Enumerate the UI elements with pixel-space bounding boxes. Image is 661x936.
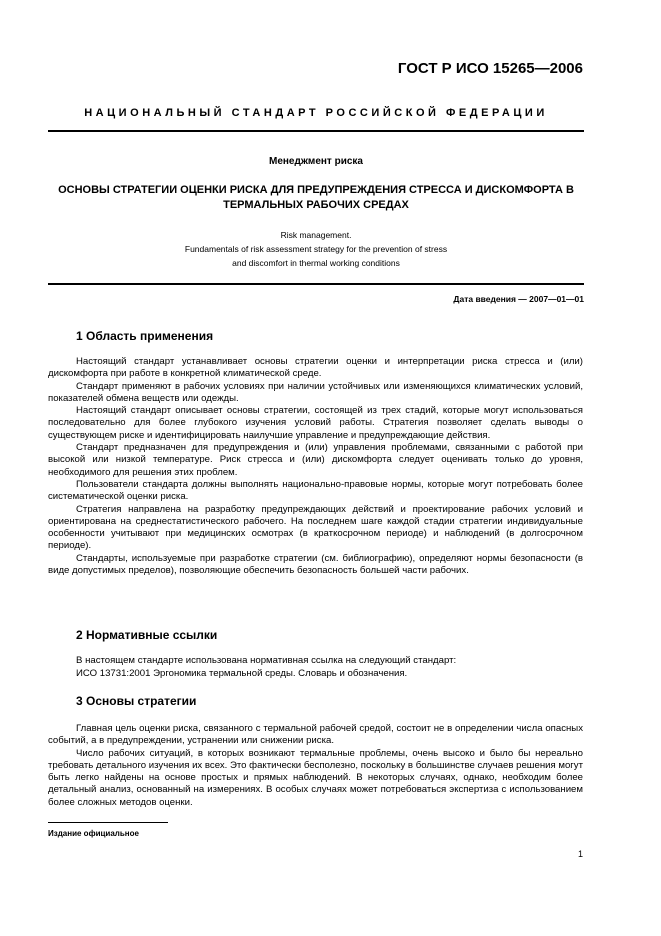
effective-date: Дата введения — 2007—01—01 [453,294,584,304]
top-divider [48,130,584,132]
edition-label: Издание официальное [48,829,139,838]
paragraph: Число рабочих ситуаций, в которых возникают термальные проблемы, очень высоко и было бы нереально требовать детального изучения их всех. Это фактически бесполезно, поскольку в большинстве случаев решения могут быть легко найдены на основе простых и прямых наблюдений. В некоторых случаях, однако, необходим более детальный анализ, основанный на измерениях. В особых случаях может потребоваться экспертиза с использованием более сложных методов оценки. [48,747,583,808]
paragraph: Стандарты, используемые при разработке стратегии (см. библиографию), определяют нормы безопасности (в виде допустимых пределов), позволяющие обеспечить безопасность большей части рабочих. [48,552,583,577]
title-line-1: ОСНОВЫ СТРАТЕГИИ ОЦЕНКИ РИСКА ДЛЯ ПРЕДУПРЕЖДЕНИЯ СТРЕССА И ДИСКОМФОРТА В [58,184,574,196]
paragraph: Стратегия направлена на разработку предупреждающих действий и проектирование рабочих условий и ориентирована на среднестатистического рабочего. На последнем шаге каждой стадии стратегии индивидуальные особенности учитывают при медицинских осмотрах (в краткосрочном периоде) и наблюдений (в долгосрочном периоде). [48,503,583,552]
page-number: 1 [577,849,583,859]
paragraph: Стандарт применяют в рабочих условиях при наличии устойчивых или изменяющихся климатических условий, показателей обмена веществ или одежды. [48,380,583,404]
section-3-heading: 3 Основы стратегии [76,694,197,708]
document-title [48,183,584,213]
paragraph: Пользователи стандарта должны выполнять национально-правовые нормы, которые могут потребовать более систематической оценки риска. [48,478,583,503]
standard-type-line: НАЦИОНАЛЬНЫЙ СТАНДАРТ РОССИЙСКОЙ ФЕДЕРАЦИИ [84,107,548,119]
paragraph: Стандарт предназначен для предупреждения и (или) управления проблемами, связанными с работой при высокой или низкой температуре. Риск стресса и (или) дискомфорта следует оценивать только до уровня, необходимого для решения этих проблем. [48,442,583,478]
paragraph: Главная цель оценки риска, связанного с термальной рабочей средой, состоит не в определении числа опасных событий, а в предупреждении, устранении или снижении риска. [48,723,583,747]
section-label: Менеджмент риска [269,156,363,167]
section-1-body [48,356,583,577]
title-divider [48,283,584,285]
paragraph: Настоящий стандарт устанавливает основы стратегии оценки и интерпретации риска стресса и (или) дискомфорта при работе в конкретной климатической среде. [48,356,583,380]
english-title-line-3: and discomfort in thermal working conditions [232,258,400,268]
section-3-body [48,723,583,809]
normative-reference: ИСО 13731:2001 Эргономика термальной среды. Словарь и обозначения. [76,668,408,679]
title-line-2: ТЕРМАЛЬНЫХ РАБОЧИХ СРЕДАХ [223,199,409,211]
paragraph: Настоящий стандарт описывает основы стратегии, состоящей из трех стадий, которые могут использоваться последовательно для более глубокого изучения условий работы. Стратегия позволяет сделать выводы о существующем риске и идентифицировать наилучшие управление и предупреждающие действия. [48,405,583,441]
footer-divider [48,822,168,823]
english-title-line-2: Fundamentals of risk assessment strategy for the prevention of stress [184,244,448,254]
section-2-heading: 2 Нормативные ссылки [76,628,218,642]
standard-code: ГОСТ Р ИСО 15265—2006 [397,60,583,77]
english-title-line-1: Risk management. [280,230,352,240]
english-title [48,228,584,270]
section-1-heading: 1 Область применения [76,329,214,343]
section-2-intro: В настоящем стандарте использована нормативная ссылка на следующий стандарт: [76,655,457,666]
